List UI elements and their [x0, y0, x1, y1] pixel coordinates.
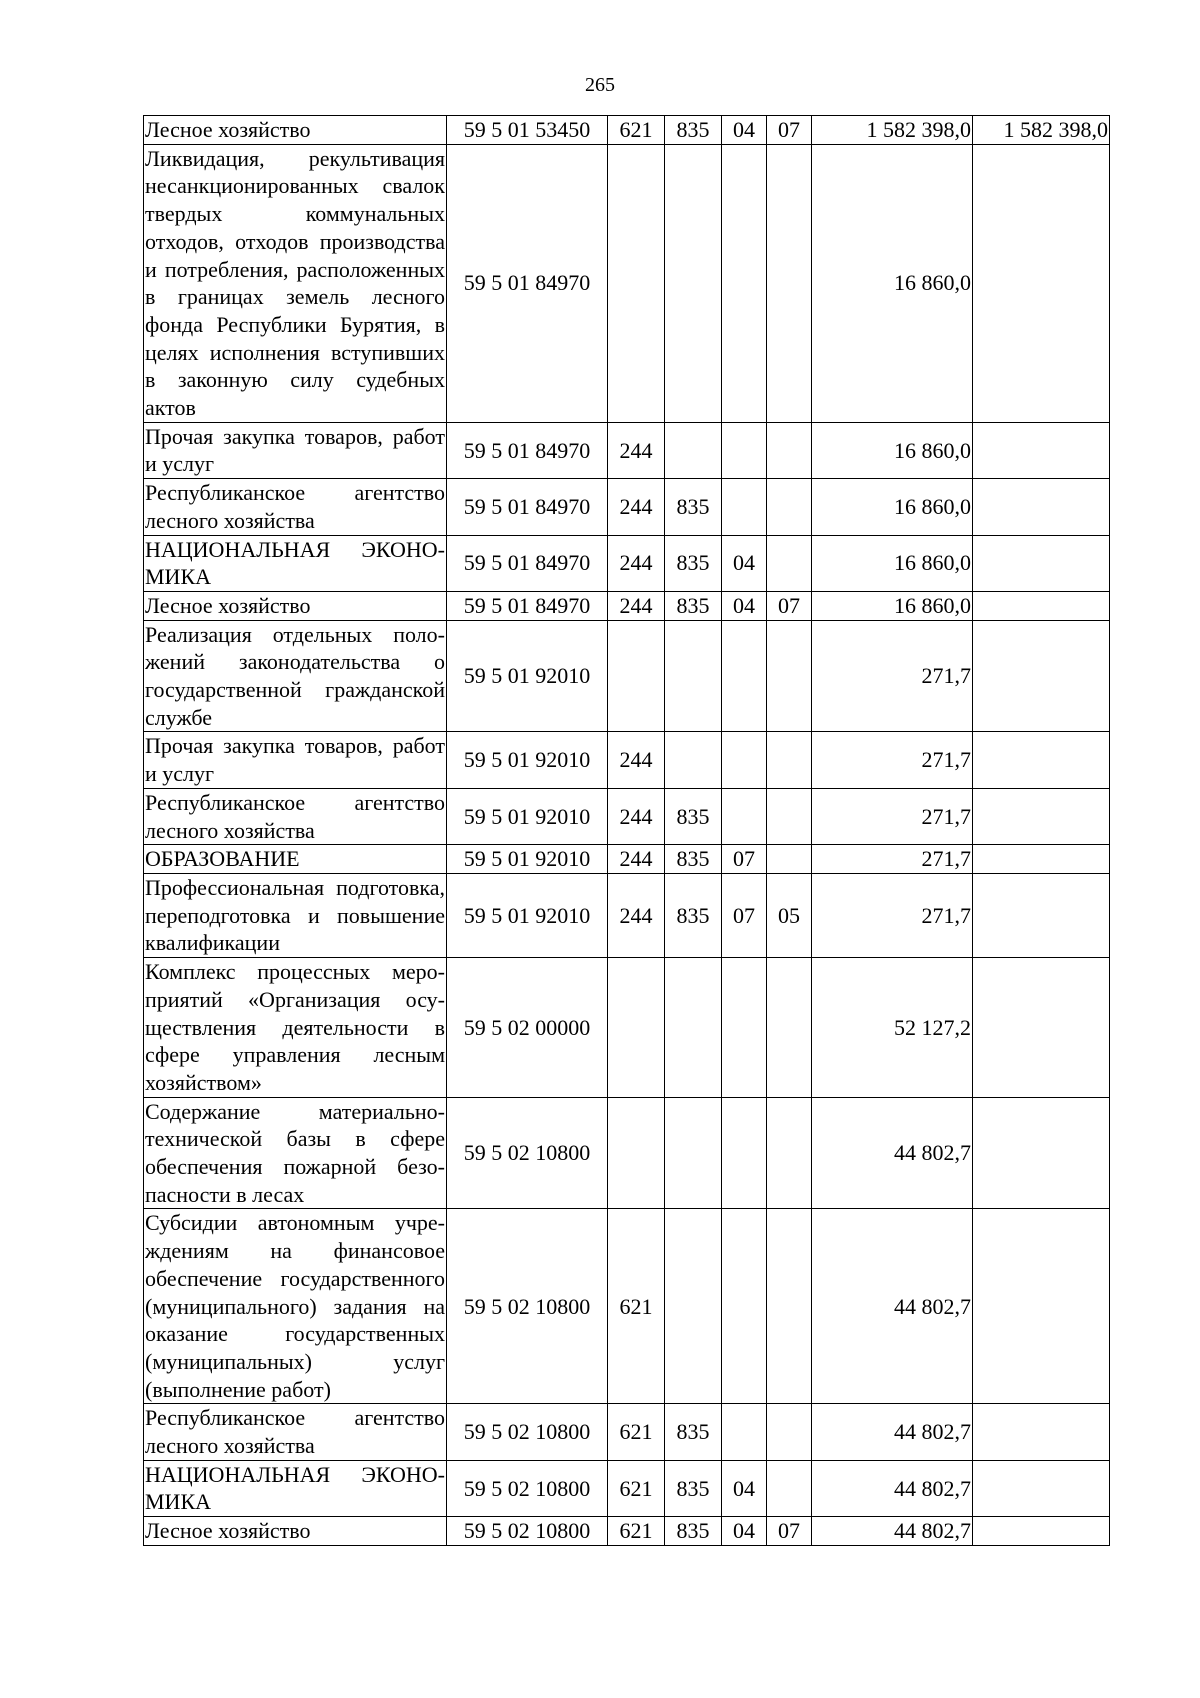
- table-row: [144, 958, 1110, 1098]
- row-subsection: 07: [767, 591, 812, 620]
- row-expense-type: 244: [608, 845, 665, 874]
- row-subsection: [767, 1460, 812, 1516]
- row-amount-2: [973, 144, 1110, 422]
- row-section: [722, 1209, 767, 1404]
- row-ministry-code: [665, 144, 722, 422]
- row-amount-2: [973, 732, 1110, 788]
- row-amount: 44 802,7: [812, 1097, 973, 1209]
- row-section: [722, 1404, 767, 1460]
- row-ministry-code: [665, 732, 722, 788]
- row-name: НАЦИОНАЛЬНАЯ ЭКОНОМИКА: [144, 535, 447, 591]
- row-ministry-code: 835: [665, 1460, 722, 1516]
- row-amount: 271,7: [812, 873, 973, 957]
- row-expense-type: [608, 1097, 665, 1209]
- table-row: [144, 1460, 1110, 1516]
- row-target-code: 59 5 02 10800: [447, 1460, 608, 1516]
- row-subsection: [767, 422, 812, 478]
- row-section: 04: [722, 1460, 767, 1516]
- row-name: Реализация отдельных положений законодательства о государственной гражданской службе: [144, 620, 447, 732]
- row-section: [722, 732, 767, 788]
- row-amount: 16 860,0: [812, 144, 973, 422]
- row-amount: 16 860,0: [812, 479, 973, 535]
- row-subsection: [767, 479, 812, 535]
- row-expense-type: 244: [608, 788, 665, 844]
- row-expense-type: 244: [608, 732, 665, 788]
- row-amount: 16 860,0: [812, 422, 973, 478]
- table-row: [144, 479, 1110, 535]
- row-target-code: 59 5 01 92010: [447, 620, 608, 732]
- row-target-code: 59 5 01 84970: [447, 144, 608, 422]
- row-amount-2: [973, 788, 1110, 844]
- page-number: 265: [585, 74, 615, 96]
- table-row: [144, 620, 1110, 732]
- row-amount-2: [973, 620, 1110, 732]
- row-ministry-code: 835: [665, 845, 722, 874]
- row-section: [722, 788, 767, 844]
- row-amount-2: [973, 1460, 1110, 1516]
- row-ministry-code: [665, 1209, 722, 1404]
- row-target-code: 59 5 02 10800: [447, 1209, 608, 1404]
- row-name: Республиканское агентство лесного хозяйства: [144, 1404, 447, 1460]
- row-target-code: 59 5 01 92010: [447, 873, 608, 957]
- row-name: Субсидии автономным учреждениям на финансовое обеспечение государственного (муниципального) задания на оказание государственных (муниципальных) услуг (выполнение работ): [144, 1209, 447, 1404]
- row-expense-type: 244: [608, 479, 665, 535]
- row-amount-2: [973, 422, 1110, 478]
- row-amount: 271,7: [812, 620, 973, 732]
- row-subsection: [767, 1097, 812, 1209]
- row-target-code: 59 5 01 92010: [447, 732, 608, 788]
- row-subsection: [767, 535, 812, 591]
- row-subsection: [767, 788, 812, 844]
- row-subsection: 07: [767, 1517, 812, 1546]
- row-section: 07: [722, 845, 767, 874]
- row-ministry-code: 835: [665, 1517, 722, 1546]
- row-ministry-code: 835: [665, 535, 722, 591]
- row-section: [722, 1097, 767, 1209]
- row-subsection: 07: [767, 116, 812, 145]
- row-amount-2: 1 582 398,0: [973, 116, 1110, 145]
- row-name: Республиканское агентство лесного хозяйства: [144, 479, 447, 535]
- row-ministry-code: 835: [665, 116, 722, 145]
- row-name: Прочая закупка товаров, работ и услуг: [144, 732, 447, 788]
- row-subsection: [767, 845, 812, 874]
- row-name: Республиканское агентство лесного хозяйства: [144, 788, 447, 844]
- row-amount-2: [973, 845, 1110, 874]
- row-ministry-code: [665, 620, 722, 732]
- row-name: Лесное хозяйство: [144, 116, 447, 145]
- row-amount-2: [973, 1209, 1110, 1404]
- row-section: 04: [722, 535, 767, 591]
- table-row: [144, 732, 1110, 788]
- row-section: 07: [722, 873, 767, 957]
- table-row: [144, 1097, 1110, 1209]
- row-name: Лесное хозяйство: [144, 591, 447, 620]
- row-target-code: 59 5 01 84970: [447, 535, 608, 591]
- row-amount-2: [973, 479, 1110, 535]
- row-name: НАЦИОНАЛЬНАЯ ЭКОНОМИКА: [144, 1460, 447, 1516]
- table-row: [144, 535, 1110, 591]
- row-ministry-code: 835: [665, 873, 722, 957]
- row-target-code: 59 5 01 84970: [447, 479, 608, 535]
- row-amount: 271,7: [812, 732, 973, 788]
- row-target-code: 59 5 02 00000: [447, 958, 608, 1098]
- row-amount-2: [973, 1517, 1110, 1546]
- row-expense-type: 244: [608, 535, 665, 591]
- table-row: [144, 591, 1110, 620]
- row-subsection: [767, 732, 812, 788]
- table-row: [144, 422, 1110, 478]
- row-amount: 52 127,2: [812, 958, 973, 1098]
- table-row: [144, 845, 1110, 874]
- row-ministry-code: 835: [665, 1404, 722, 1460]
- table-row: [144, 1517, 1110, 1546]
- row-section: [722, 620, 767, 732]
- row-name: Ликвидация, рекультивация несанкционированных свалок твердых коммунальных отходов, отходов производства и потребления, расположенных в границах земель лесного фонда Республики Бурятия, в целях исполнения вступивших в законную силу судебных актов: [144, 144, 447, 422]
- row-section: [722, 422, 767, 478]
- row-subsection: [767, 1404, 812, 1460]
- row-amount-2: [973, 873, 1110, 957]
- table-row: [144, 873, 1110, 957]
- row-target-code: 59 5 02 10800: [447, 1517, 608, 1546]
- row-subsection: [767, 620, 812, 732]
- budget-table: [143, 115, 1110, 1546]
- row-expense-type: 244: [608, 422, 665, 478]
- row-amount: 16 860,0: [812, 591, 973, 620]
- row-expense-type: 621: [608, 1460, 665, 1516]
- row-amount: 271,7: [812, 788, 973, 844]
- row-ministry-code: [665, 422, 722, 478]
- row-section: 04: [722, 591, 767, 620]
- row-section: [722, 958, 767, 1098]
- row-expense-type: 621: [608, 1517, 665, 1546]
- row-amount-2: [973, 1097, 1110, 1209]
- row-target-code: 59 5 01 92010: [447, 788, 608, 844]
- row-ministry-code: [665, 1097, 722, 1209]
- table-row: [144, 1209, 1110, 1404]
- row-name: Лесное хозяйство: [144, 1517, 447, 1546]
- row-target-code: 59 5 01 84970: [447, 591, 608, 620]
- row-target-code: 59 5 01 92010: [447, 845, 608, 874]
- row-section: [722, 479, 767, 535]
- row-ministry-code: [665, 958, 722, 1098]
- row-amount-2: [973, 591, 1110, 620]
- row-section: 04: [722, 116, 767, 145]
- table-row: [144, 144, 1110, 422]
- row-ministry-code: 835: [665, 788, 722, 844]
- row-amount: 44 802,7: [812, 1404, 973, 1460]
- table-row: [144, 116, 1110, 145]
- row-expense-type: [608, 620, 665, 732]
- table-row: [144, 788, 1110, 844]
- row-amount: 271,7: [812, 845, 973, 874]
- row-target-code: 59 5 02 10800: [447, 1404, 608, 1460]
- row-amount-2: [973, 1404, 1110, 1460]
- row-section: 04: [722, 1517, 767, 1546]
- row-subsection: [767, 1209, 812, 1404]
- row-amount-2: [973, 535, 1110, 591]
- row-name: Содержание материально-технической базы в сфере обеспечения пожарной безопасности в лесах: [144, 1097, 447, 1209]
- row-target-code: 59 5 01 53450: [447, 116, 608, 145]
- row-name: Прочая закупка товаров, работ и услуг: [144, 422, 447, 478]
- row-name: ОБРАЗОВАНИЕ: [144, 845, 447, 874]
- row-subsection: 05: [767, 873, 812, 957]
- row-amount: 44 802,7: [812, 1460, 973, 1516]
- row-amount: 16 860,0: [812, 535, 973, 591]
- row-ministry-code: 835: [665, 591, 722, 620]
- row-expense-type: [608, 144, 665, 422]
- row-expense-type: 621: [608, 116, 665, 145]
- row-amount-2: [973, 958, 1110, 1098]
- row-name: Профессиональная подготовка, переподготовка и повышение квалификации: [144, 873, 447, 957]
- row-expense-type: 621: [608, 1209, 665, 1404]
- table-row: [144, 1404, 1110, 1460]
- row-amount: 44 802,7: [812, 1209, 973, 1404]
- row-expense-type: [608, 958, 665, 1098]
- row-expense-type: 244: [608, 591, 665, 620]
- row-subsection: [767, 144, 812, 422]
- row-target-code: 59 5 01 84970: [447, 422, 608, 478]
- row-expense-type: 244: [608, 873, 665, 957]
- row-section: [722, 144, 767, 422]
- row-amount: 1 582 398,0: [812, 116, 973, 145]
- row-ministry-code: 835: [665, 479, 722, 535]
- row-target-code: 59 5 02 10800: [447, 1097, 608, 1209]
- row-expense-type: 621: [608, 1404, 665, 1460]
- row-subsection: [767, 958, 812, 1098]
- row-amount: 44 802,7: [812, 1517, 973, 1546]
- row-name: Комплекс процессных мероприятий «Организация осуществления деятельности в сфере управления лесным хозяйством»: [144, 958, 447, 1098]
